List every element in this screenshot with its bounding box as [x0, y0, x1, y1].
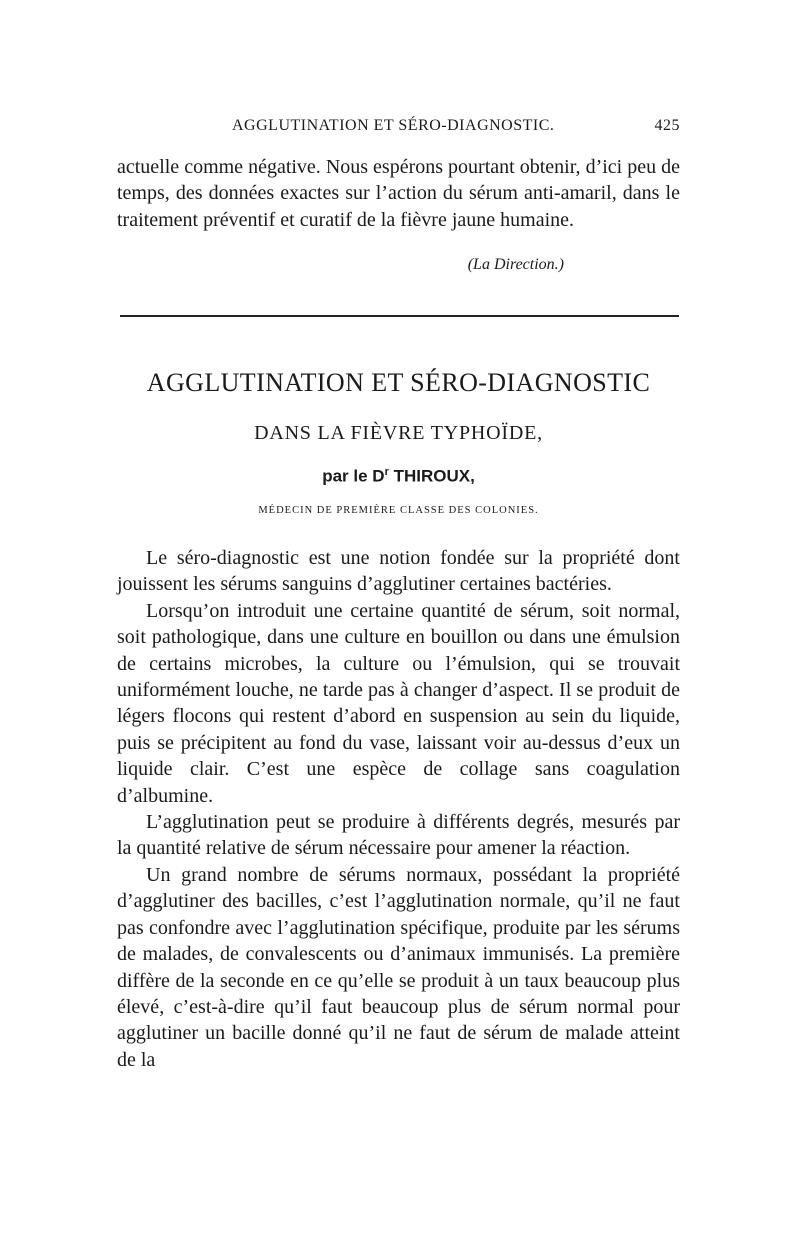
byline-title-superscript: r [384, 466, 389, 478]
byline-author: THIROUX, [388, 466, 475, 486]
section-divider-rule [120, 315, 679, 317]
running-head-title: AGGLUTINATION ET SÉRO-DIAGNOSTIC. [232, 117, 555, 134]
author-role: MÉDECIN DE PREMIÈRE CLASSE DES COLONIES. [258, 505, 539, 516]
article-body [117, 545, 680, 1073]
previous-article-paragraph: actuelle comme négative. Nous espérons pourtant obtenir, d’ici peu de temps, des données exactes sur l’action du sérum anti-amaril, dans le traitement préventif et curatif de la fièvre jaune humaine. [117, 156, 680, 231]
body-paragraph: Le séro-diagnostic est une notion fondée sur la propriété dont jouissent les sérums sanguins d’agglutiner certaines bactéries. [117, 547, 680, 596]
running-head [117, 117, 680, 141]
body-paragraph: L’agglutination peut se produire à différents degrés, mesurés par la quantité relative de sérum nécessaire pour amener la réaction. [117, 811, 680, 860]
body-paragraph: Lorsqu’on introduit une certaine quantité de sérum, soit normal, soit pathologique, dans une culture en bouillon ou dans une émulsion de certains microbes, la culture ou l’émulsion, qui se trouvait uniformément louche, ne tarde pas à changer d’aspect. Il se produit de légers flocons qui restent d’abord en suspension au sein du liquide, puis se précipitent au fond du vase, laissant voir au-dessus d’eux un liquide clair. C’est une espèce de collage sans coagulation d’albumine. [117, 599, 680, 807]
article-title: AGGLUTINATION ET SÉRO-DIAGNOSTIC [146, 368, 651, 397]
page-number: 425 [654, 117, 680, 134]
article-subtitle: DANS LA FIÈVRE TYPHOÏDE, [254, 422, 543, 444]
article-byline [117, 466, 680, 487]
body-paragraph: Un grand nombre de sérums normaux, possédant la propriété d’agglutiner des bacilles, c’est l’agglutination normale, qu’il ne faut pas confondre avec l’agglutination spécifique, produite par les sérums de malades, de convalescents ou d’animaux immunisés. La première diffère de la seconde en ce qu’elle se produit à un taux beaucoup plus élevé, c’est-à-dire qu’il faut beaucoup plus de sérum normal pour agglutiner un bacille donné qu’il ne faut de sérum de malade atteint de la [117, 863, 680, 1071]
previous-article-ending [117, 154, 680, 233]
byline-prefix: par le D [322, 466, 385, 486]
editorial-signature: (La Direction.) [467, 256, 564, 273]
